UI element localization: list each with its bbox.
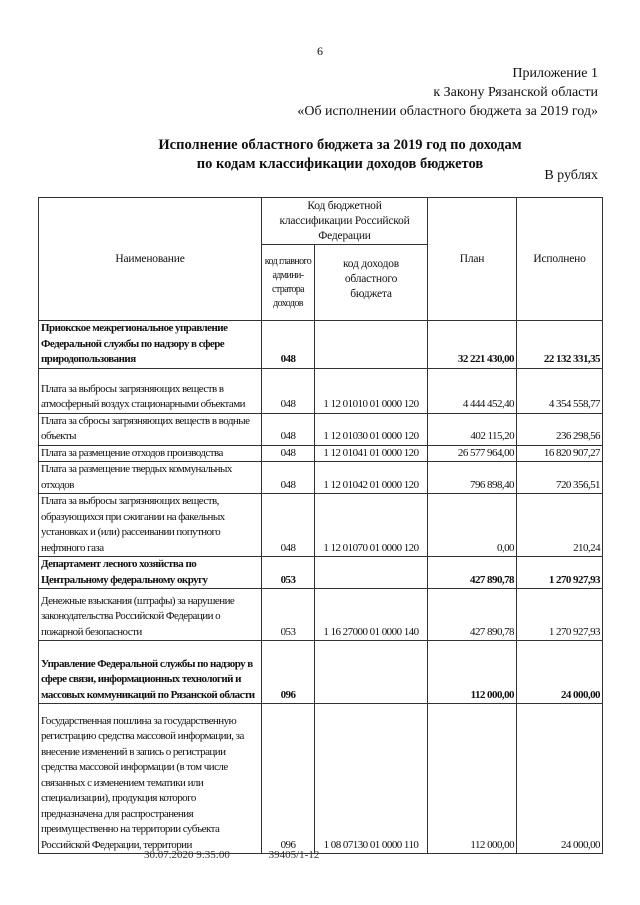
cell-done: 1 270 927,93	[517, 589, 603, 641]
cell-admin-code: 096	[262, 704, 315, 854]
cell-plan: 26 577 964,00	[428, 445, 517, 462]
appendix-line: «Об исполнении областного бюджета за 2019 год»	[297, 104, 598, 119]
cell-income-code: 1 12 01041 01 0000 120	[315, 445, 428, 462]
cell-done: 720 356,51	[517, 462, 603, 494]
cell-name: Государственная пошлина за государственную регистрацию средства массовой информации, за внесение изменений в запись о регистрации средства массовой информации (в том числе связанных с изменением тематики или специализации), продукция которого предназначена для распространения преимущественно на территории субъекта Российской Федерации, территории	[39, 704, 262, 854]
title-line: по кодам классификации доходов бюджетов	[196, 156, 484, 172]
cell-admin-code: 048	[262, 368, 315, 413]
table-row	[39, 641, 603, 704]
cell-plan: 32 221 430,00	[428, 321, 517, 369]
cell-done: 24 000,00	[517, 641, 603, 704]
cell-income-code: 1 12 01030 01 0000 120	[315, 413, 428, 445]
table-row	[39, 321, 603, 369]
header-income-code: код доходов областного бюджета	[315, 245, 428, 321]
title-line: Исполнение областного бюджета за 2019 год по доходам	[158, 137, 522, 153]
appendix-line: Приложение 1	[512, 66, 598, 81]
header-code-group: Код бюджетной классификации Российской Федерации	[262, 198, 428, 245]
cell-plan: 402 115,20	[428, 413, 517, 445]
cell-plan: 0,00	[428, 494, 517, 557]
table-row	[39, 704, 603, 854]
cell-income-code: 1 16 27000 01 0000 140	[315, 589, 428, 641]
cell-plan: 427 890,78	[428, 557, 517, 589]
cell-income-code: 1 08 07130 01 0000 110	[315, 704, 428, 854]
cell-plan: 427 890,78	[428, 589, 517, 641]
cell-admin-code: 048	[262, 321, 315, 369]
revenue-table	[38, 197, 603, 854]
table-row	[39, 445, 603, 462]
cell-admin-code: 048	[262, 462, 315, 494]
header-admin-code: код главного админи-стратора доходов	[262, 245, 315, 321]
cell-done: 4 354 558,77	[517, 368, 603, 413]
page-number: 6	[317, 44, 323, 58]
table-row	[39, 413, 603, 445]
table-row	[39, 494, 603, 557]
table-row	[39, 368, 603, 413]
appendix-line: к Закону Рязанской области	[433, 85, 598, 100]
header-plan: План	[428, 198, 517, 321]
units-label: В рублях	[544, 168, 598, 183]
cell-name: Плата за сбросы загрязняющих веществ в водные объекты	[39, 413, 262, 445]
cell-plan: 796 898,40	[428, 462, 517, 494]
cell-income-code	[315, 641, 428, 704]
cell-admin-code: 048	[262, 445, 315, 462]
cell-done: 24 000,00	[517, 704, 603, 854]
table-row	[39, 557, 603, 589]
cell-done: 16 820 907,27	[517, 445, 603, 462]
footer	[144, 849, 355, 861]
cell-name: Департамент лесного хозяйства по Центральному федеральному округу	[39, 557, 262, 589]
cell-admin-code: 048	[262, 494, 315, 557]
cell-admin-code: 048	[262, 413, 315, 445]
cell-done: 236 298,56	[517, 413, 603, 445]
cell-income-code	[315, 557, 428, 589]
cell-plan: 112 000,00	[428, 641, 517, 704]
cell-done: 210,24	[517, 494, 603, 557]
cell-name: Плата за выбросы загрязняющих веществ в атмосферный воздух стационарными объектами	[39, 368, 262, 413]
appendix-header	[297, 64, 598, 121]
cell-income-code: 1 12 01010 01 0000 120	[315, 368, 428, 413]
cell-name: Плата за размещение твердых коммунальных отходов	[39, 462, 262, 494]
cell-plan: 4 444 452,40	[428, 368, 517, 413]
cell-done: 1 270 927,93	[517, 557, 603, 589]
cell-name: Приокское межрегиональное управление Федеральной службы по надзору в сфере природопользования	[39, 321, 262, 369]
cell-name: Денежные взыскания (штрафы) за нарушение законодательства Российской Федерации о пожарной безопасности	[39, 589, 262, 641]
cell-admin-code: 053	[262, 589, 315, 641]
cell-name: Плата за выбросы загрязняющих веществ, образующихся при сжигании на факельных установках и (или) рассеивании попутного нефтяного газа	[39, 494, 262, 557]
header-done: Исполнено	[517, 198, 603, 321]
cell-income-code: 1 12 01042 01 0000 120	[315, 462, 428, 494]
footer-datetime: 30.07.2020 9:35:00	[144, 849, 230, 861]
cell-admin-code: 053	[262, 557, 315, 589]
cell-income-code: 1 12 01070 01 0000 120	[315, 494, 428, 557]
cell-admin-code: 096	[262, 641, 315, 704]
header-name: Наименование	[39, 198, 262, 321]
cell-done: 22 132 331,35	[517, 321, 603, 369]
cell-name: Плата за размещение отходов производства	[39, 445, 262, 462]
cell-name: Управление Федеральной службы по надзору в сфере связи, информационных технологий и массовых коммуникаций по Рязанской области	[39, 641, 262, 704]
table-row	[39, 589, 603, 641]
cell-plan: 112 000,00	[428, 704, 517, 854]
footer-doc-id: 39405/1-12	[268, 849, 320, 861]
cell-income-code	[315, 321, 428, 369]
table-row	[39, 462, 603, 494]
